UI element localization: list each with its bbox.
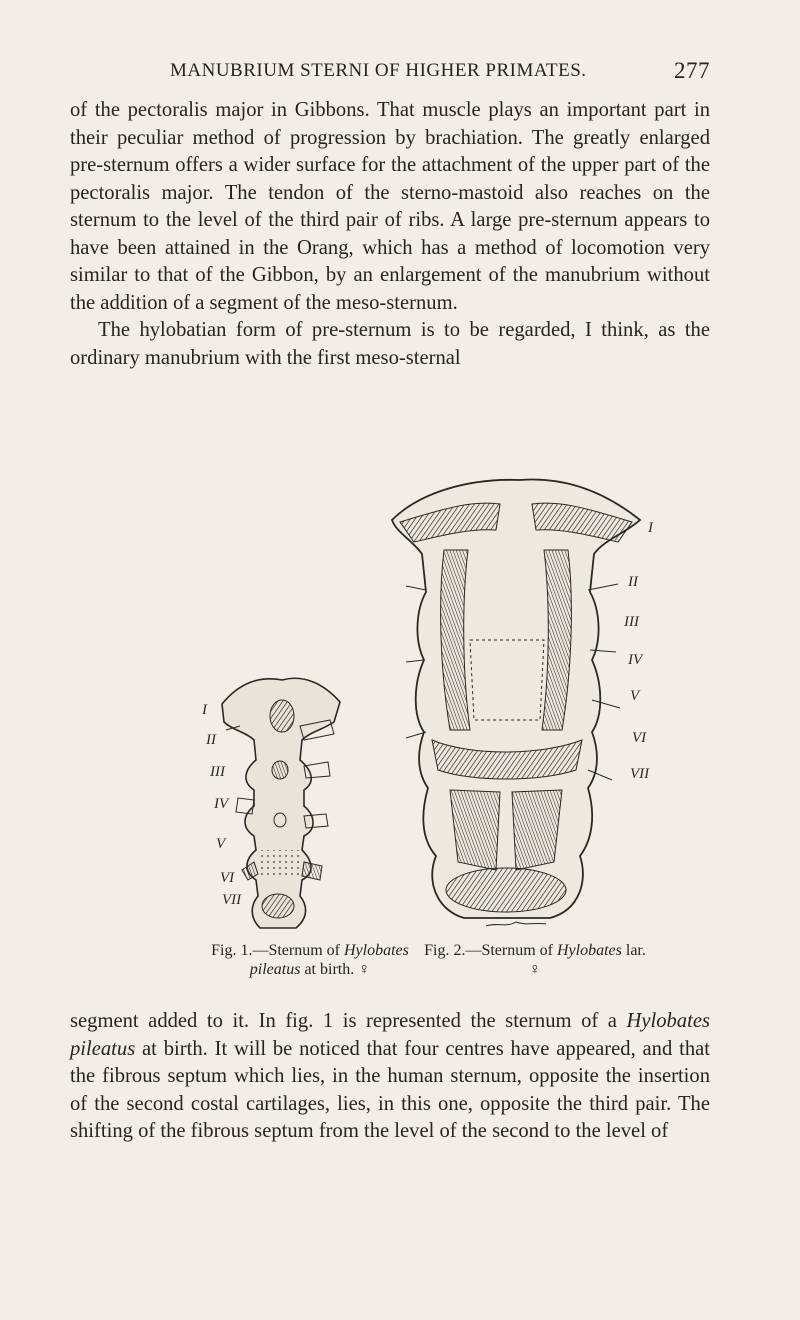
paragraph-2-text (70, 1008, 710, 1146)
fig1-label-5: V (216, 836, 226, 852)
fig1-label-1: I (202, 702, 207, 718)
fig1-label-6: VI (220, 870, 235, 886)
fig2-label-2: II (628, 574, 638, 590)
figure-2-caption-prefix: Fig. 2.—Sternum of (424, 942, 557, 959)
fig1-label-3: III (210, 764, 225, 780)
figures-illustration (200, 470, 720, 930)
figure-2-sternum (392, 479, 640, 926)
figure-2-labels (623, 520, 654, 782)
fig1-label-2: II (206, 732, 216, 748)
figure-1-caption-species: Hylobates pileatus (249, 942, 409, 978)
paragraph-1-continuation: The hylobatian form of pre-sternum is to be regarded, I think, as the ordinary manubrium with the first meso-sternal (70, 319, 710, 369)
figure-1-labels (201, 702, 242, 908)
fig2-label-4: IV (628, 652, 643, 668)
fig2-label-7: VII (630, 766, 650, 782)
figure-2-caption-species: Hylobates (557, 942, 622, 959)
fig1-label-4: IV (214, 796, 229, 812)
paragraph-1-text: of the pectoralis major in Gibbons. That muscle plays an important part in their peculiar method of progression by brachiation. The greatly enlarged pre-sternum offers a wider surface for the attachment of the upper part of the pectoralis major. The tendon of the sterno-mastoid also reaches on the sternum to the level of the third pair of ribs. A large pre-sternum appears to have been attained in the Orang, which has a method of locomotion very similar to that of the Gibbon, by an enlargement of the manubrium without the addition of a segment of the meso-sternum. (70, 99, 710, 314)
paragraph-2 (70, 1008, 710, 1146)
page-number: 277 (674, 58, 710, 83)
paragraph-1 (70, 97, 710, 372)
page-header (170, 58, 710, 88)
figure-1-caption-suffix: at birth. ♀ (300, 961, 371, 978)
figure-1-caption (195, 941, 425, 979)
figure-2-caption (420, 941, 650, 979)
fig2-label-6: VI (632, 730, 647, 746)
fig2-label-1: I (648, 520, 653, 536)
fig2-label-5: V (630, 688, 640, 704)
figure-2-caption-suffix: lar. ♀ (529, 942, 646, 978)
paragraph-2-species: Hylobates pileatus (70, 1010, 710, 1060)
running-title: MANUBRIUM STERNI OF HIGHER PRIMATES. (170, 60, 587, 81)
fig1-label-7: VII (222, 892, 242, 908)
figure-1-caption-prefix: Fig. 1.—Sternum of (211, 942, 344, 959)
paragraph-2-start: segment added to it. In fig. 1 is represented the sternum of a (70, 1010, 627, 1032)
figure-1-sternum (222, 678, 340, 928)
paragraph-2-end: at birth. It will be noticed that four centres have appeared, and that the fibrous septum which lies, in the human sternum, opposite the insertion of the second costal cartilages, lies, in this one, opposite the third pair. The shifting of the fibrous septum from the level of the second to the level of (70, 1037, 710, 1142)
fig2-label-3: III (624, 614, 639, 630)
